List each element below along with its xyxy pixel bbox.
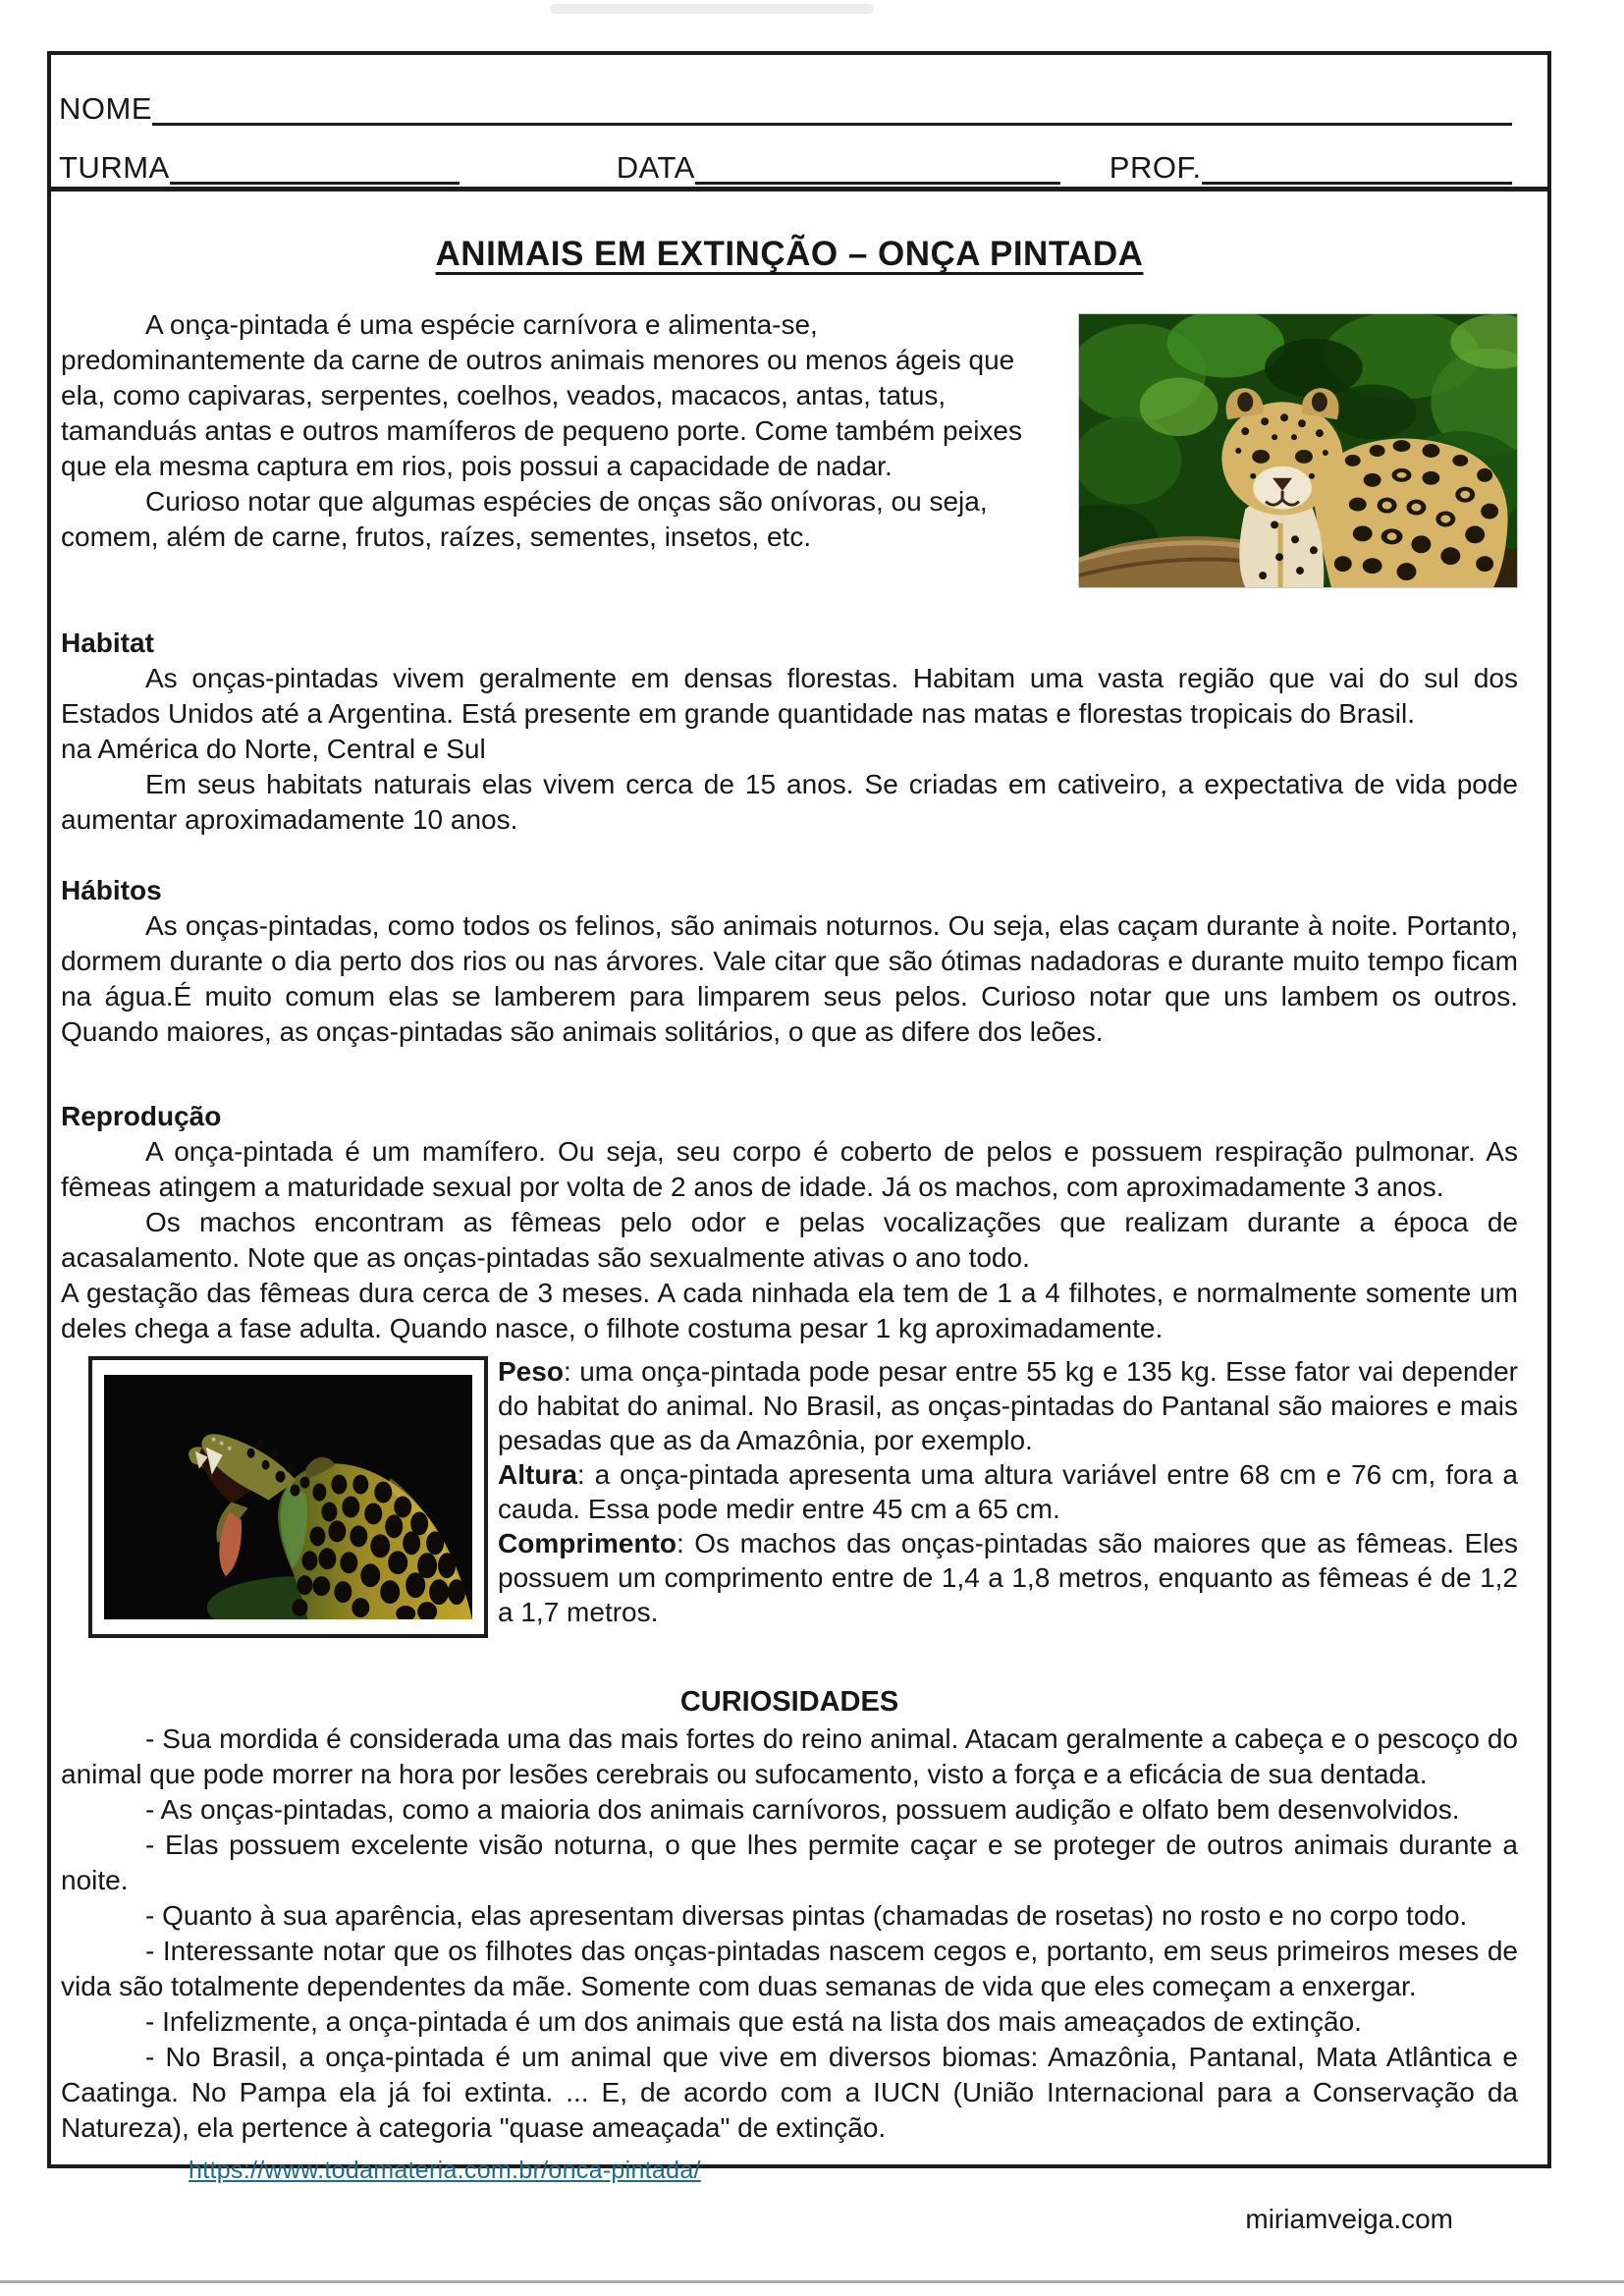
habitat-paragraph-3: Em seus habitats naturais elas vivem cerca de 15 anos. Se criadas em cativeiro, a expectativa de vida pode aumentar aproximadamente 10 anos.	[61, 769, 1518, 835]
scan-artifact-line	[0, 2280, 1624, 2283]
student-header	[51, 55, 1547, 191]
curiosidade-item: - Sua mordida é considerada uma das mais fortes do reino animal. Atacam geralmente a cabeça e o pescoço do animal que pode morrer na hora por lesões cerebrais ou sufocamento, visto a força e a eficácia de sua dentada.	[61, 1723, 1518, 1789]
credit-footer: miriamveiga.com	[1245, 2204, 1453, 2234]
worksheet-border-box	[47, 51, 1551, 2234]
source-link-line	[61, 2152, 1518, 2188]
habitos-section	[61, 873, 1518, 1050]
comprimento-label: Comprimento	[498, 1528, 677, 1558]
intro-section	[61, 307, 1518, 598]
curiosidade-item: - Interessante notar que os filhotes das onças-pintadas nascem cegos e, portanto, em seus primeiros meses de vida são totalmente dependentes da mãe. Somente com duas semanas de vida que eles começam a enxergar.	[61, 1936, 1518, 2001]
habitat-paragraph-1: As onças-pintadas vivem geralmente em densas florestas. Habitam uma vasta região que vai do sul dos Estados Unidos até a Argentina. Está presente em grande quantidade nas matas e florestas tropicais do Brasil.	[61, 663, 1518, 729]
prof-label: PROF.	[1109, 150, 1202, 185]
curiosidades-heading: CURIOSIDADES	[679, 1686, 899, 1718]
scan-smudge	[550, 4, 874, 14]
reproducao-paragraph-2: Os machos encontram as fêmeas pelo odor e pelas vocalizações que realizam durante a época de acasalamento. Note que as onças-pintadas são sexualmente ativas o ano todo.	[61, 1207, 1518, 1273]
turma-label: TURMA	[59, 150, 170, 185]
worksheet-content	[51, 235, 1547, 2235]
curiosidade-item: - Quanto à sua aparência, elas apresentam diversas pintas (chamadas de rosetas) no rosto e no corpo todo.	[145, 1900, 1468, 1931]
prof-blank-line	[1202, 172, 1512, 185]
peso-label: Peso	[498, 1356, 564, 1387]
jaguar-yawning-photo-frame	[88, 1356, 488, 1638]
reproducao-paragraph-3: A gestação das fêmeas dura cerca de 3 meses. A cada ninhada ela tem de 1 a 4 filhotes, e normalmente somente um deles chega a fase adulta. Quando nasce, o filhote costuma pesar 1 kg aproximadamente.	[61, 1278, 1518, 1343]
curiosidades-section	[61, 1684, 1518, 2188]
curiosidade-item: - Elas possuem excelente visão noturna, o que lhes permite caçar e se proteger de outros animais durante a noite.	[61, 1830, 1518, 1895]
data-label: DATA	[616, 150, 695, 185]
nome-blank-line	[152, 113, 1512, 126]
habitat-section	[61, 626, 1518, 838]
habitos-heading: Hábitos	[61, 875, 162, 905]
reproducao-heading: Reprodução	[61, 1101, 222, 1131]
jaguar-yawning-photo	[104, 1375, 472, 1619]
curiosidade-item: - Infelizmente, a onça-pintada é um dos animais que está na lista dos mais ameaçados de extinção.	[145, 2006, 1362, 2037]
jaguar-on-log-photo	[1078, 313, 1518, 588]
altura-label: Altura	[498, 1459, 577, 1490]
habitat-paragraph-2: na América do Norte, Central e Sul	[61, 734, 486, 764]
altura-text: : a onça-pintada apresenta uma altura variável entre 68 cm e 76 cm, fora a cauda. Essa pode medir entre 45 cm a 65 cm.	[498, 1459, 1518, 1524]
turma-blank-line	[170, 172, 460, 185]
peso-text: : uma onça-pintada pode pesar entre 55 kg e 135 kg. Esse fator vai depender do habitat do animal. No Brasil, as onças-pintadas do Pantanal são maiores e mais pesadas que as da Amazônia, por exemplo.	[498, 1356, 1518, 1455]
reproducao-paragraph-1: A onça-pintada é um mamífero. Ou seja, seu corpo é coberto de pelos e possuem respiração pulmonar. As fêmeas atingem a maturidade sexual por volta de 2 anos de idade. Já os machos, com aproximadamente 3 anos.	[61, 1136, 1518, 1202]
medidas-section	[61, 1354, 1518, 1649]
curiosidade-item: - No Brasil, a onça-pintada é um animal que vive em diversos biomas: Amazônia, Pantanal, Mata Atlântica e Caatinga. No Pampa ela já foi extinta. ... E, de acordo com a IUCN (União Internacional para a Conservação da Natureza), ela pertence à categoria "quase ameaçada" de extinção.	[61, 2042, 1518, 2143]
curiosidade-item: - As onças-pintadas, como a maioria dos animais carnívoros, possuem audição e olfato bem desenvolvidos.	[145, 1794, 1460, 1825]
habitos-paragraph: As onças-pintadas, como todos os felinos, são animais noturnos. Ou seja, elas caçam durante à noite. Portanto, dormem durante o dia perto dos rios ou nas árvores. Vale citar que são ótimas nadadoras e durante muito tempo ficam na água.É muito comum elas se lamberem para limparem seus pelos. Curioso notar que uns lambem os outros. Quando maiores, as onças-pintadas são animais solitários, o que as difere dos leões.	[61, 910, 1518, 1047]
source-link[interactable]: https://www.todamateria.com.br/onca-pintada/	[189, 2157, 701, 2184]
habitat-heading: Habitat	[61, 628, 154, 658]
reproducao-section	[61, 1099, 1518, 1346]
intro-paragraph-1: A onça-pintada é uma espécie carnívora e alimenta-se, predominantemente da carne de outros animais menores ou menos ágeis que ela, como capivaras, serpentes, coelhos, veados, macacos, antas, tatus, tamanduás antas e outros mamíferos de pequeno porte. Come também peixes que ela mesma captura em rios, pois possui a capacidade de nadar.	[61, 309, 1022, 481]
intro-paragraph-2: Curioso notar que algumas espécies de onças são onívoras, ou seja, comem, além de carne, frutos, raízes, sementes, insetos, etc.	[61, 486, 988, 552]
page-title: ANIMAIS EM EXTINÇÃO – ONÇA PINTADA	[435, 235, 1144, 273]
comprimento-text: : Os machos das onças-pintadas são maiores que as fêmeas. Eles possuem um comprimento entre de 1,4 a 1,8 metros, enquanto as fêmeas é de 1,2 a 1,7 metros.	[498, 1528, 1518, 1627]
data-blank-line	[695, 172, 1060, 185]
nome-label: NOME	[59, 91, 152, 126]
